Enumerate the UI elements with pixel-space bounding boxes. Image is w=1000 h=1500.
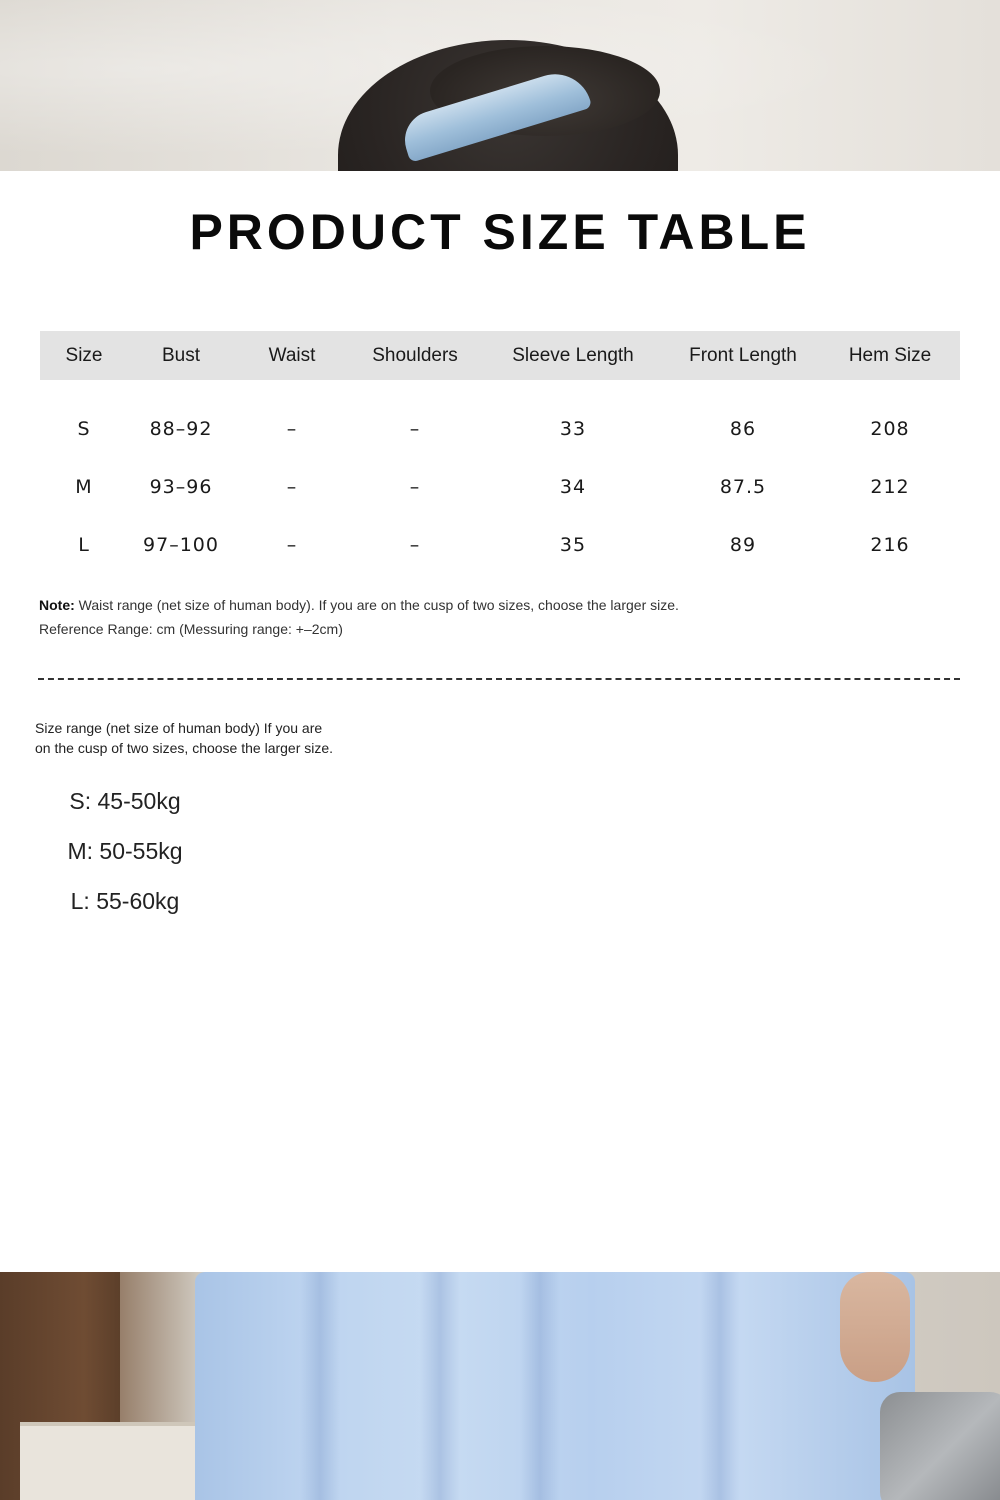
cell-sleeve-length: 33: [559, 418, 587, 440]
size-range-description: [35, 718, 375, 758]
table-header-row: [40, 331, 960, 380]
note-label: Note:: [39, 597, 75, 613]
cell-hem-size: 216: [870, 534, 910, 556]
bottom-product-photo: [0, 1272, 1000, 1500]
cell-size: L: [78, 534, 90, 556]
cell-bust: 88–92: [149, 418, 213, 440]
header-bust: Bust: [161, 344, 201, 366]
table-row: [40, 458, 960, 516]
cell-sleeve-length: 35: [559, 534, 587, 556]
note-text: Waist range (net size of human body). If you are on the cusp of two sizes, choose the larger size.: [74, 597, 679, 613]
reference-range-note: Reference Range: cm (Messuring range: +–2cm): [39, 621, 343, 637]
cell-waist: –: [286, 418, 298, 440]
weight-item-s: S: 45-50kg: [69, 788, 181, 814]
cell-shoulders: –: [409, 476, 421, 498]
dress-fold: [420, 1272, 460, 1500]
header-size: Size: [65, 344, 103, 366]
cell-front-length: 87.5: [719, 476, 767, 498]
cell-waist: –: [286, 476, 298, 498]
cell-size: M: [75, 476, 93, 498]
header-front-length: Front Length: [689, 344, 797, 366]
cell-front-length: 86: [729, 418, 757, 440]
cell-hem-size: 208: [870, 418, 910, 440]
background-box: [20, 1422, 200, 1500]
dress-fold: [520, 1272, 560, 1500]
dress-fold: [300, 1272, 340, 1500]
weight-item-m: M: 50-55kg: [67, 838, 183, 864]
header-waist: Waist: [268, 344, 316, 366]
cell-shoulders: –: [409, 418, 421, 440]
cell-shoulders: –: [409, 534, 421, 556]
size-note: [39, 596, 679, 614]
top-product-photo: [0, 0, 1000, 171]
cell-bust: 93–96: [149, 476, 213, 498]
dress-fold: [700, 1272, 740, 1500]
size-table: [40, 331, 960, 574]
size-range-line-2: on the cusp of two sizes, choose the larger size.: [35, 740, 334, 756]
cell-waist: –: [286, 534, 298, 556]
weight-item-l: L: 55-60kg: [70, 888, 180, 914]
page-title: PRODUCT SIZE TABLE: [189, 204, 811, 260]
dashed-divider: [38, 678, 960, 680]
table-row: [40, 380, 960, 458]
size-range-line-1: Size range (net size of human body) If you are: [35, 720, 323, 736]
model-hand: [840, 1272, 910, 1382]
handbag: [880, 1392, 1000, 1500]
header-shoulders: Shoulders: [372, 344, 458, 366]
header-sleeve-length: Sleeve Length: [512, 344, 634, 366]
cell-front-length: 89: [729, 534, 757, 556]
cell-hem-size: 212: [870, 476, 910, 498]
table-row: [40, 516, 960, 574]
header-hem-size: Hem Size: [848, 344, 932, 366]
cell-bust: 97–100: [143, 534, 219, 556]
cell-size: S: [77, 418, 91, 440]
cell-sleeve-length: 34: [559, 476, 587, 498]
